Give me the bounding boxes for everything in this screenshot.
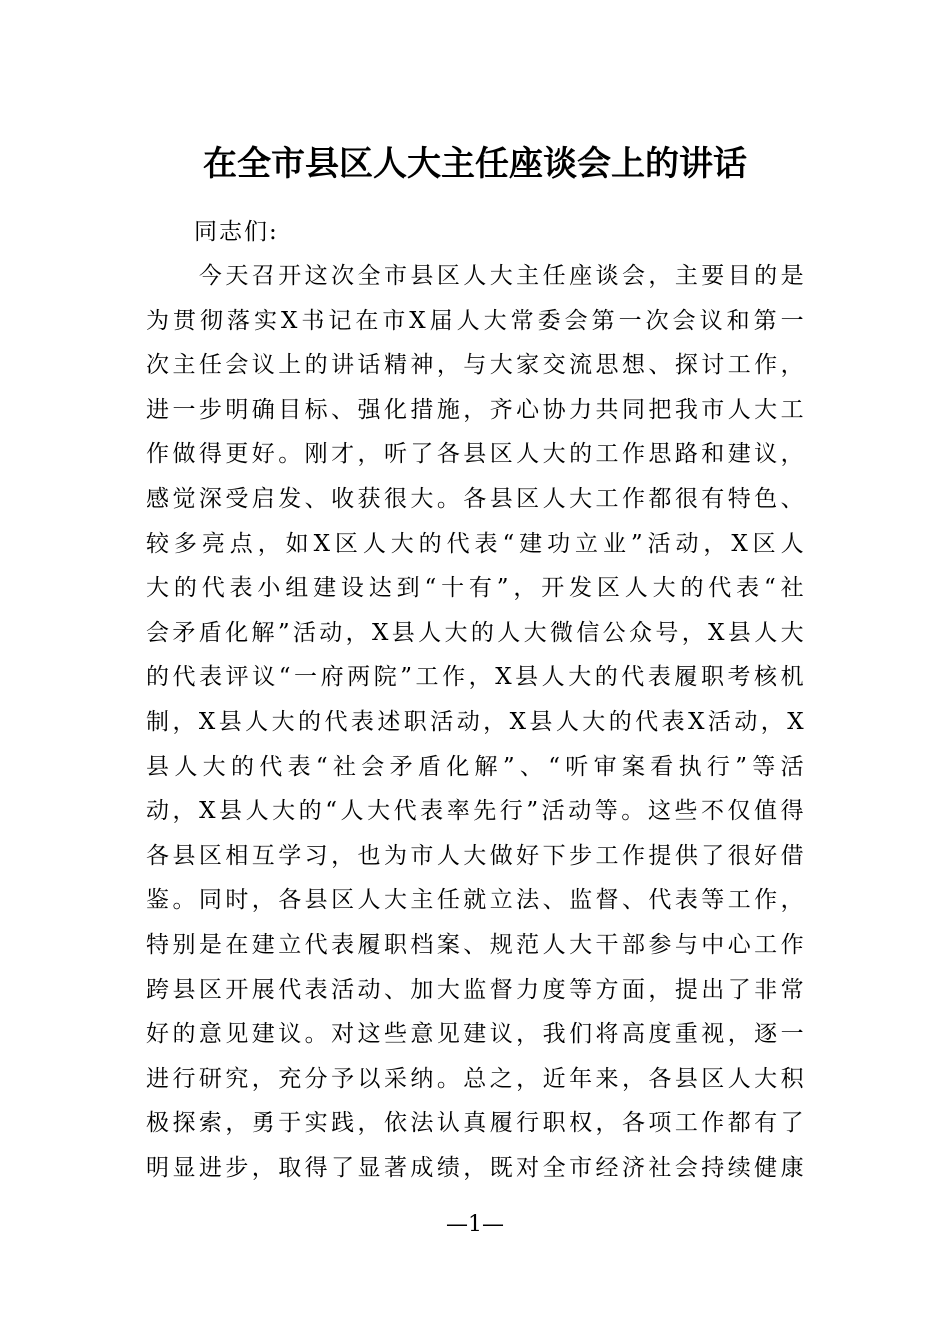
- body-line: 大的代表小组建设达到“十有”，开发区人大的代表“社: [146, 575, 806, 602]
- document-title: 在全市县区人大主任座谈会上的讲话: [203, 144, 747, 184]
- body-line: 较多亮点，如X区人大的代表“建功立业”活动，X区人: [146, 530, 806, 557]
- body-line: 明显进步，取得了显著成绩，既对全市经济社会持续健康: [146, 1154, 806, 1181]
- body-line: 好的意见建议。对这些意见建议，我们将高度重视，逐一: [146, 1021, 806, 1048]
- salutation: 同志们:: [194, 219, 279, 245]
- body-line: 进行研究，充分予以采纳。总之，近年来，各县区人大积: [146, 1065, 806, 1092]
- body-line: 会矛盾化解”活动，X县人大的人大微信公众号，X县人大: [146, 619, 806, 646]
- body-line: 制，X县人大的代表述职活动，X县人大的代表X活动，X: [146, 708, 806, 735]
- body-line: 为贯彻落实X书记在市X届人大常委会第一次会议和第一: [146, 307, 806, 334]
- body-line: 极探索，勇于实践，依法认真履行职权，各项工作都有了: [146, 1110, 806, 1137]
- body-line: 动，X县人大的“人大代表率先行”活动等。这些不仅值得: [146, 798, 806, 825]
- body-line: 今天召开这次全市县区人大主任座谈会，主要目的是: [146, 263, 806, 289]
- body-line: 的代表评议“一府两院”工作，X县人大的代表履职考核机: [146, 664, 806, 691]
- body-line: 作做得更好。刚才，听了各县区人大的工作思路和建议，: [146, 441, 806, 468]
- body-line: 次主任会议上的讲话精神，与大家交流思想、探讨工作，: [146, 352, 806, 379]
- body-line: 感觉深受启发、收获很大。各县区人大工作都很有特色、: [146, 485, 806, 512]
- body-line: 各县区相互学习，也为市人大做好下步工作提供了很好借: [146, 842, 806, 869]
- body-line: 鉴。同时，各县区人大主任就立法、监督、代表等工作，: [146, 887, 806, 914]
- body-line: 特别是在建立代表履职档案、规范人大干部参与中心工作: [146, 931, 806, 958]
- body-paragraph: [146, 254, 806, 1190]
- body-line: 进一步明确目标、强化措施，齐心协力共同把我市人大工: [146, 396, 806, 423]
- page-number: —1—: [446, 1212, 504, 1237]
- body-line: 县人大的代表“社会矛盾化解”、“听审案看执行”等活: [146, 753, 806, 780]
- body-line: 跨县区开展代表活动、加大监督力度等方面，提出了非常: [146, 976, 806, 1003]
